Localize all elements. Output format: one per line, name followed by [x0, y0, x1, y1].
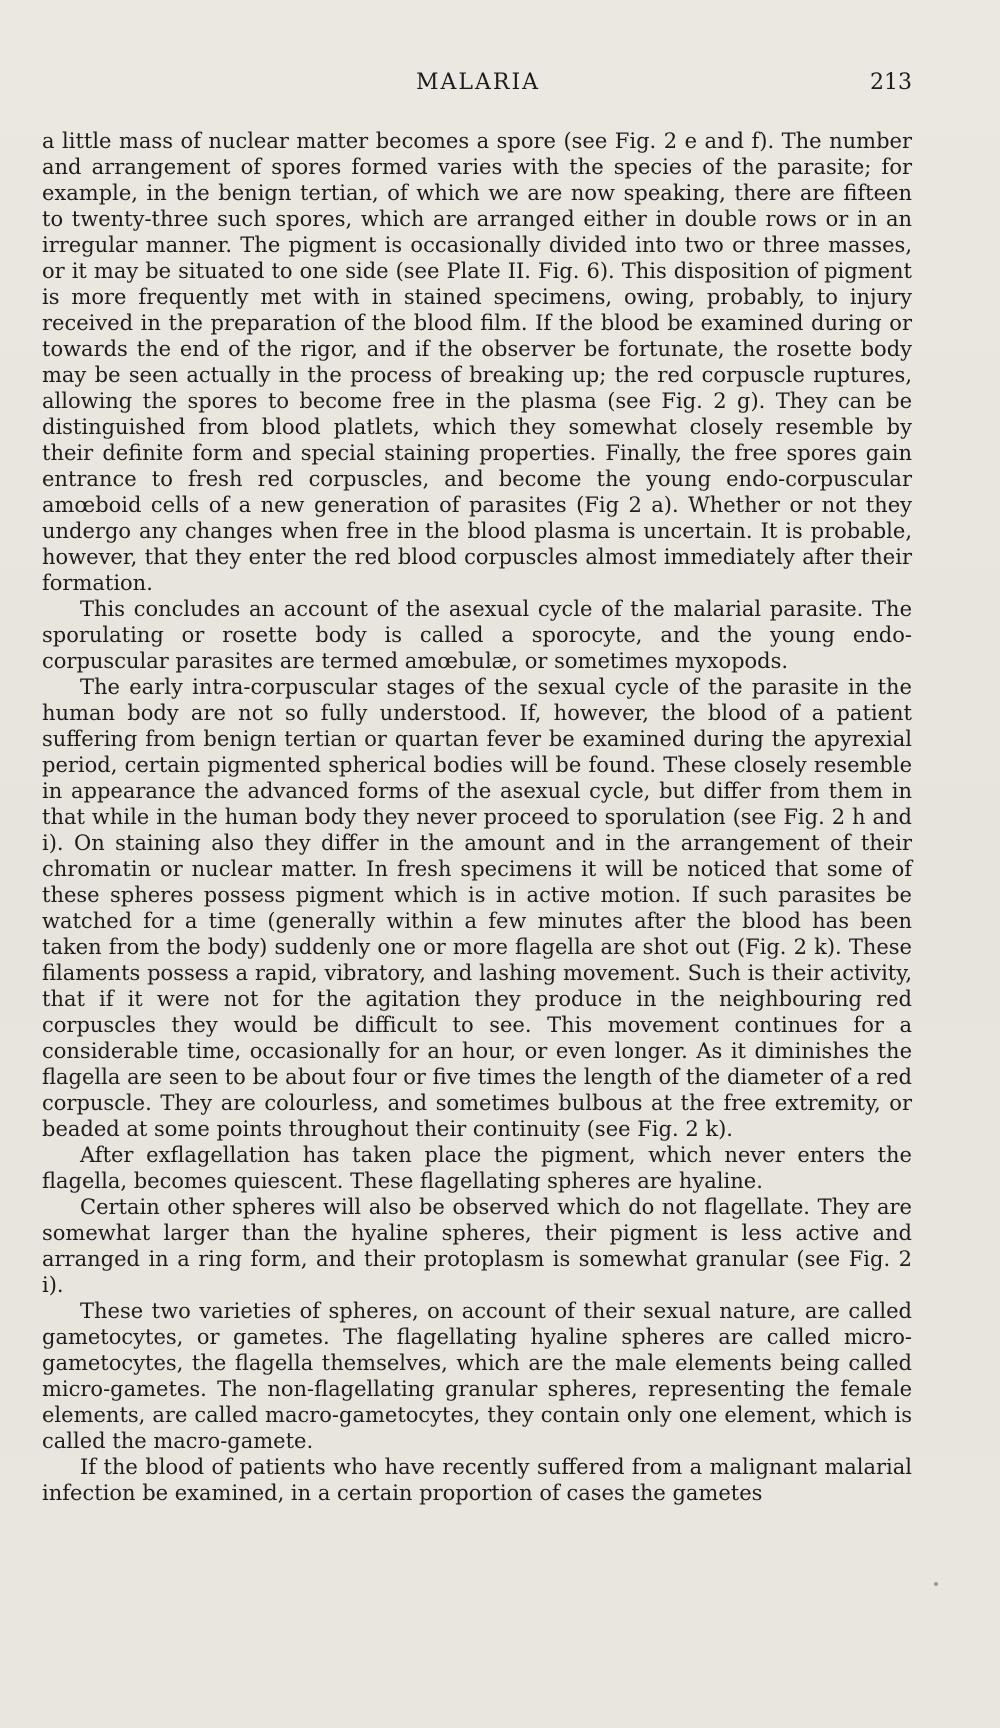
- paragraph-gametocytes: These two varieties of spheres, on account of their sexual nature, are called gametocytes, or gametes. The flagellating hyaline spheres are called micro-gametocytes, the flagella themselves, which are the male elements being called micro-gametes. The non-flagellating granular spheres, representing the female elements, are called macro-gametocytes, they contain only one element, which is called the macro-gamete.: [42, 1299, 912, 1453]
- running-title: MALARIA: [415, 70, 541, 95]
- paper-speck: [934, 1582, 938, 1586]
- paragraph-granular-spheres: Certain other spheres will also be observed which do not flagellate. They are somewhat larger than the hyaline spheres, their pigment is less active and arranged in a ring form, and their protoplasm is somewhat granular (see Fig. 2 i).: [42, 1195, 912, 1297]
- body-text: [42, 128, 912, 1506]
- page-number: 213: [870, 70, 912, 95]
- paragraph-sexual-cycle: The early intra-corpuscular stages of the sexual cycle of the parasite in the human body are not so fully understood. If, however, the blood of a patient suffering from benign tertian or quartan fever be examined during the apyrexial period, certain pigmented spherical bodies will be found. These closely resemble in appearance the advanced forms of the asexual cycle, but differ from them in that while in the human body they never proceed to sporulation (see Fig. 2 h and i). On staining also they differ in the amount and in the arrangement of their chromatin or nuclear matter. In fresh specimens it will be noticed that some of these spheres possess pigment which is in active motion. If such parasites be watched for a time (generally within a few minutes after the blood has been taken from the body) suddenly one or more flagella are shot out (Fig. 2 k). These filaments possess a rapid, vibratory, and lashing movement. Such is their activity, that if it were not for the agitation they produce in the neighbouring red corpuscles they would be difficult to see. This movement continues for a considerable time, occasionally for an hour, or even longer. As it diminishes the flagella are seen to be about four or five times the length of the diameter of a red corpuscle. They are colourless, and sometimes bulbous at the free extremity, or beaded at some points throughout their continuity (see Fig. 2 k).: [42, 675, 912, 1141]
- paragraph-spores: a little mass of nuclear matter becomes a spore (see Fig. 2 e and f). The number and arrangement of spores formed varies with the species of the parasite; for example, in the benign tertian, of which we are now speaking, there are fifteen to twenty-three such spores, which are arranged either in double rows or in an irregular manner. The pigment is occasionally divided into two or three masses, or it may be situated to one side (see Plate II. Fig. 6). This disposition of pigment is more frequently met with in stained specimens, owing, probably, to injury received in the preparation of the blood film. If the blood be examined during or towards the end of the rigor, and if the observer be fortunate, the rosette body may be seen actually in the process of breaking up; the red corpuscle ruptures, allowing the spores to become free in the plasma (see Fig. 2 g). They can be distinguished from blood platlets, which they somewhat closely resemble by their definite form and special staining properties. Finally, the free spores gain entrance to fresh red corpuscles, and become the young endo-corpuscular amœboid cells of a new generation of parasites (Fig 2 a). Whether or not they undergo any changes when free in the blood plasma is uncertain. It is probable, however, that they enter the red blood corpuscles almost immediately after their formation.: [42, 129, 912, 595]
- paragraph-exflagellation: After exflagellation has taken place the pigment, which never enters the flagella, becomes quiescent. These flagellating spheres are hyaline.: [42, 1143, 912, 1193]
- paragraph-malignant-infection: If the blood of patients who have recently suffered from a malignant malarial infection be examined, in a certain proportion of cases the gametes: [42, 1455, 912, 1505]
- running-head: [44, 70, 912, 102]
- paragraph-asexual-cycle: This concludes an account of the asexual cycle of the malarial parasite. The sporulating or rosette body is called a sporocyte, and the young endo-corpuscular parasites are termed amœbulæ, or sometimes myxopods.: [42, 597, 912, 673]
